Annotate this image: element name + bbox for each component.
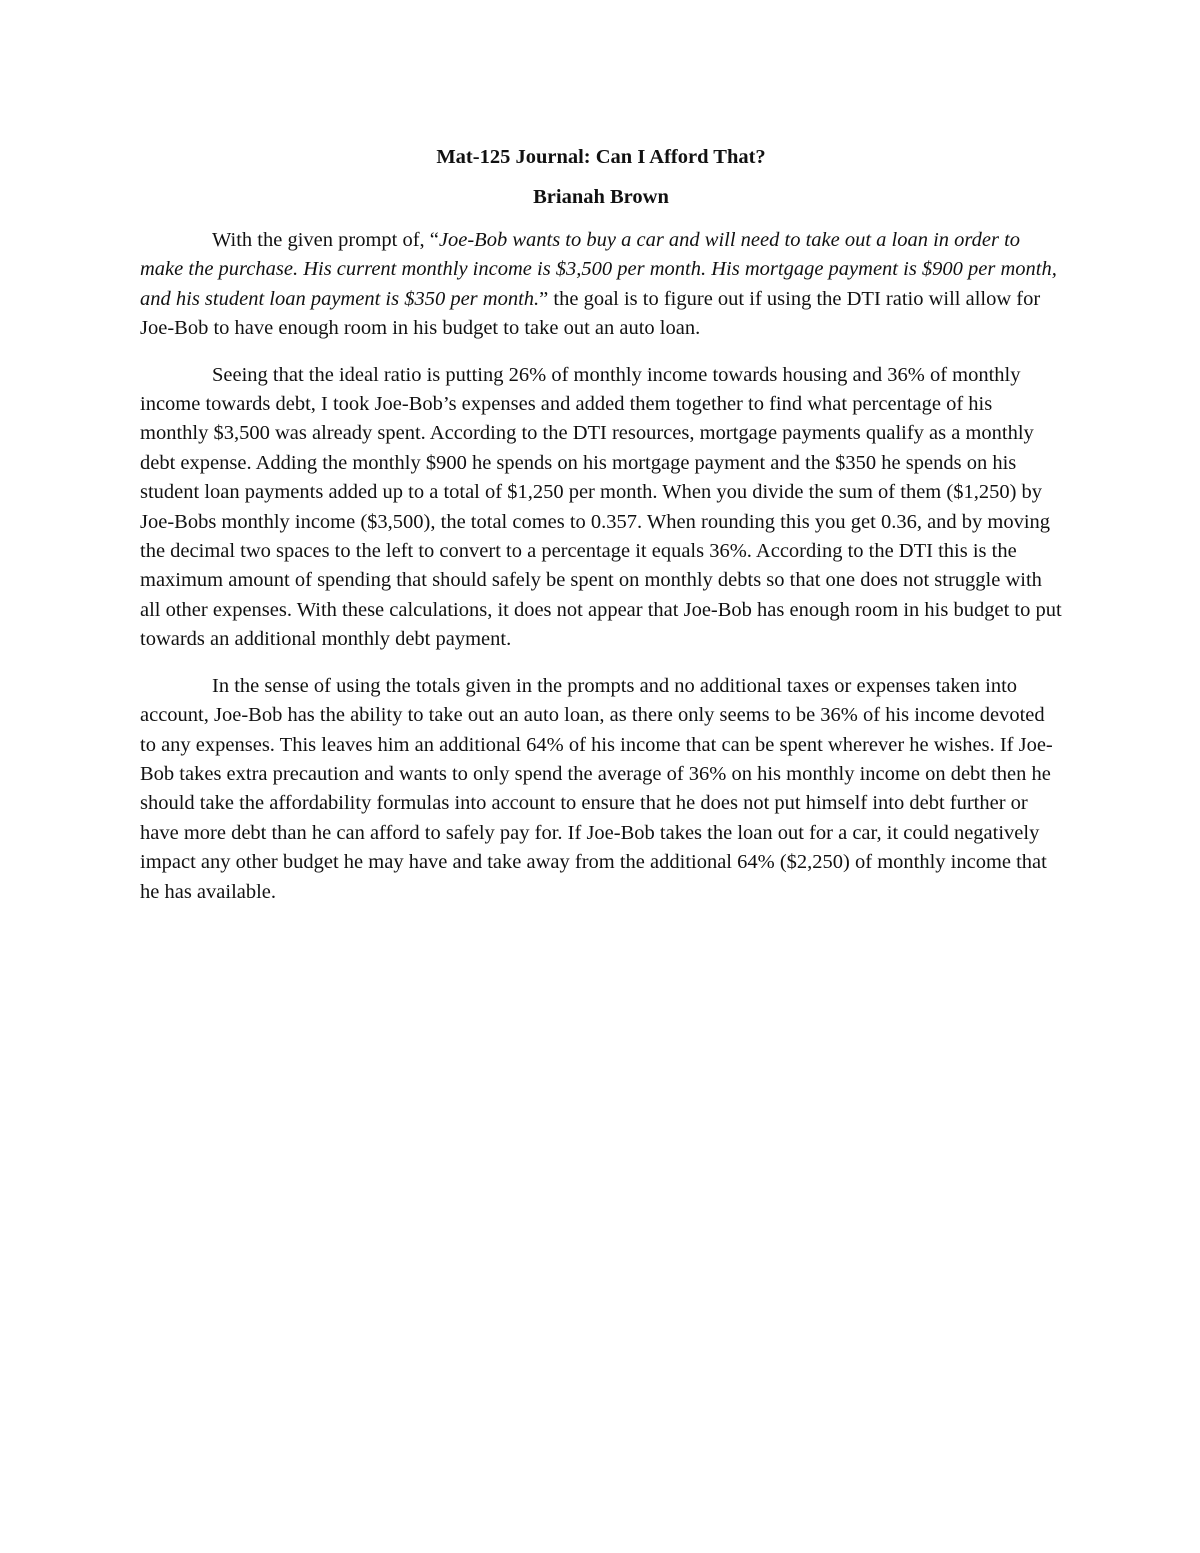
paragraph-1-lead: With the given prompt of, “	[212, 229, 439, 251]
paragraph-1-tail: ” the goal is to figure out if using the DTI ratio will allow for Joe-Bob to have enough room in his budget to take out an auto loan.	[140, 287, 1041, 340]
document-title: Mat-125 Journal: Can I Afford That?	[436, 146, 766, 168]
paragraph-1	[140, 226, 1062, 344]
paragraph-2: Seeing that the ideal ratio is putting 26% of monthly income towards housing and 36% of monthly income towards debt, I took Joe-Bob’s expenses and added them together to find what percentage of his monthly $3,500 was already spent. According to the DTI resources, mortgage payments qualify as a monthly debt expense. Adding the monthly $900 he spends on his mortgage payment and the $350 he spends on his student loan payments added up to a total of $1,250 per month. When you divide the sum of them ($1,250) by Joe-Bobs monthly income ($3,500), the total comes to 0.357. When rounding this you get 0.36, and by moving the decimal two spaces to the left to convert to a percentage it equals 36%. According to the DTI this is the maximum amount of spending that should safely be spent on monthly debts so that one does not struggle with all other expenses. With these calculations, it does not appear that Joe-Bob has enough room in his budget to put towards an additional monthly debt payment.	[140, 363, 1062, 651]
prompt-quote: Joe-Bob wants to buy a car and will need to take out a loan in order to make the purchase. His current monthly income is $3,500 per month. His mortgage payment is $900 per month, and his student loan payment is $350 per month.	[140, 229, 1057, 310]
author-name: Brianah Brown	[533, 186, 669, 208]
document-body	[140, 142, 1062, 907]
paragraph-3: In the sense of using the totals given in the prompts and no additional taxes or expenses taken into account, Joe-Bob has the ability to take out an auto loan, as there only seems to be 36% of his income devoted to any expenses. This leaves him an additional 64% of his income that can be spent wherever he wishes. If Joe-Bob takes extra precaution and wants to only spend the average of 36% on his monthly income on debt then he should take the affordability formulas into account to ensure that he does not put himself into debt further or have more debt than he can afford to safely pay for. If Joe-Bob takes the loan out for a car, it could negatively impact any other budget he may have and take away from the additional 64% ($2,250) of monthly income that he has available.	[140, 674, 1053, 903]
